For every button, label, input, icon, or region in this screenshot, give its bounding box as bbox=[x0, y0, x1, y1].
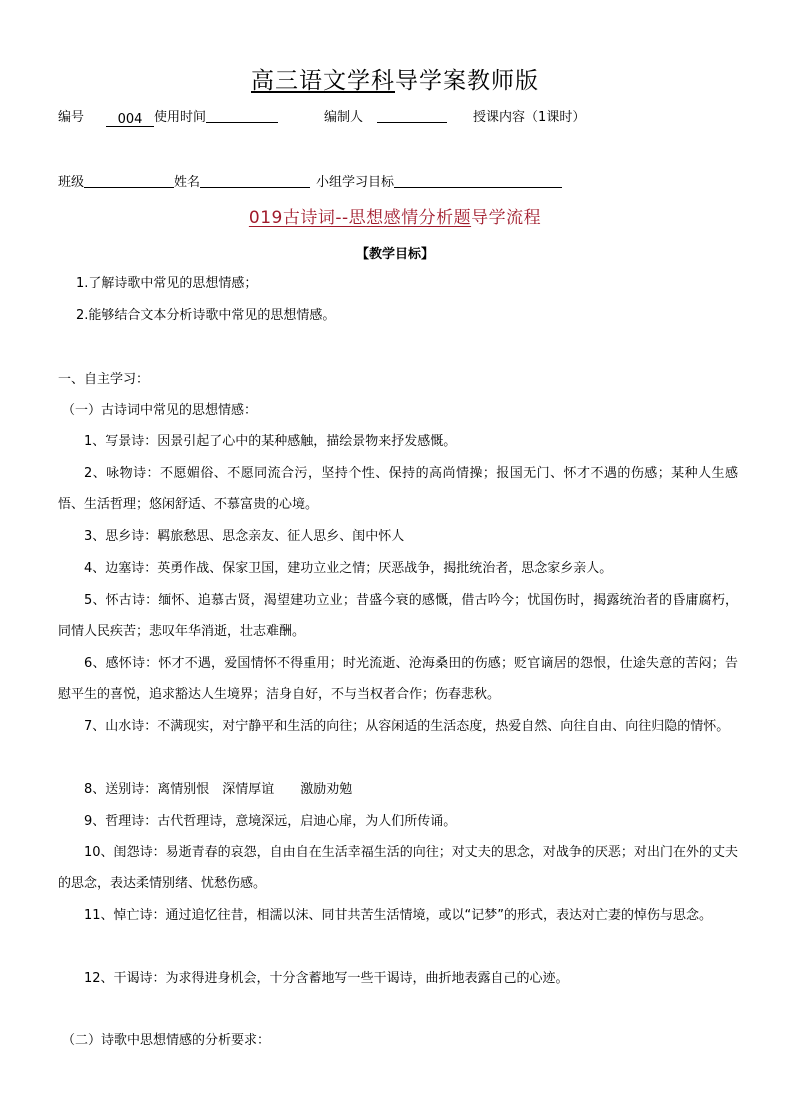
group-blank bbox=[394, 173, 562, 188]
editor-blank bbox=[377, 108, 447, 123]
subsection-heading: （一）古诗词中常见的思想情感： bbox=[62, 403, 258, 418]
goal-item: 2.能够结合文本分析诗歌中常见的思想情感。 bbox=[76, 308, 336, 323]
page-title bbox=[0, 62, 790, 95]
number-value: 004 bbox=[106, 112, 154, 127]
meta-row-2 bbox=[58, 171, 562, 190]
list-item: 7、山水诗：不满现实，对宁静平和生活的向往；从容闲适的生活态度，热爱自然、向往自由、向往归隐的情怀。 bbox=[84, 719, 730, 734]
goals-heading: 【教学目标】 bbox=[355, 247, 434, 262]
list-item: 1、写景诗：因景引起了心中的某种感触，描绘景物来抒发感慨。 bbox=[84, 434, 457, 449]
list-item: 8、送别诗：离情别恨 深情厚谊 激励劝勉 bbox=[84, 782, 353, 797]
list-item: 11、悼亡诗：通过追忆往昔，相濡以沫、同甘共苦生活情境，或以“记梦”的形式，表达对亡妻的悼伤与思念。 bbox=[84, 908, 713, 923]
number-label: 编号 bbox=[58, 110, 85, 125]
list-item: 2、咏物诗：不愿媚俗、不愿同流合污，坚持个性、保持的高尚情操；报国无门、怀才不遇的伤感；某种人生感悟、生活哲理；悠闲舒适、不慕富贵的心境。 bbox=[58, 466, 738, 512]
time-blank bbox=[206, 108, 278, 123]
meta-row-1 bbox=[58, 106, 585, 127]
lesson-title bbox=[0, 203, 790, 228]
list-item: 12、干谒诗：为求得进身机会，十分含蓄地写一些干谒诗，曲折地表露自己的心迹。 bbox=[84, 971, 569, 986]
name-label: 姓名 bbox=[174, 175, 201, 190]
list-item: 3、思乡诗：羁旅愁思、思念亲友、征人思乡、闺中怀人 bbox=[84, 529, 405, 544]
section-heading: 一、自主学习： bbox=[58, 372, 150, 387]
subsection-heading: （二）诗歌中思想情感的分析要求： bbox=[62, 1033, 271, 1048]
name-blank bbox=[200, 173, 310, 188]
list-item: 6、感怀诗：怀才不遇，爱国情怀不得重用；时光流逝、沧海桑田的伤感；贬官谪居的怨恨，仕途失意的苦闷；告慰平生的喜悦，追求豁达人生境界；洁身自好，不与当权者合作；伤春悲秋。 bbox=[58, 656, 738, 702]
list-item: 9、哲理诗：古代哲理诗，意境深远，启迪心扉，为人们所传诵。 bbox=[84, 814, 457, 829]
list-item: 4、边塞诗：英勇作战、保家卫国，建功立业之情；厌恶战争，揭批统治者，思念家乡亲人。 bbox=[84, 561, 613, 576]
lesson-topic: 019古诗词--思想感情分析题 bbox=[248, 208, 472, 228]
content-label: 授课内容（1课时） bbox=[473, 110, 586, 125]
goal-item: 1.了解诗歌中常见的思想情感； bbox=[76, 276, 258, 291]
lesson-rest: 导学流程 bbox=[471, 208, 542, 228]
time-label: 使用时间 bbox=[154, 110, 207, 125]
editor-label: 编制人 bbox=[324, 110, 364, 125]
title-subject: 高三语文学科 bbox=[251, 68, 395, 94]
title-rest: 导学案教师版 bbox=[395, 68, 539, 94]
list-item: 5、怀古诗：缅怀、追慕古贤，渴望建功立业；昔盛今衰的感慨，借古吟今；忧国伤时，揭露统治者的昏庸腐朽，同情人民疾苦；悲叹年华消逝，壮志难酬。 bbox=[58, 593, 738, 639]
class-blank bbox=[84, 173, 174, 188]
class-label: 班级 bbox=[58, 175, 85, 190]
list-item: 10、闺怨诗：易逝青春的哀怨，自由自在生活幸福生活的向往；对丈夫的思念，对战争的厌恶；对出门在外的丈夫的思念，表达柔情别绪、忧愁伤感。 bbox=[58, 845, 738, 891]
group-label: 小组学习目标 bbox=[316, 175, 395, 190]
